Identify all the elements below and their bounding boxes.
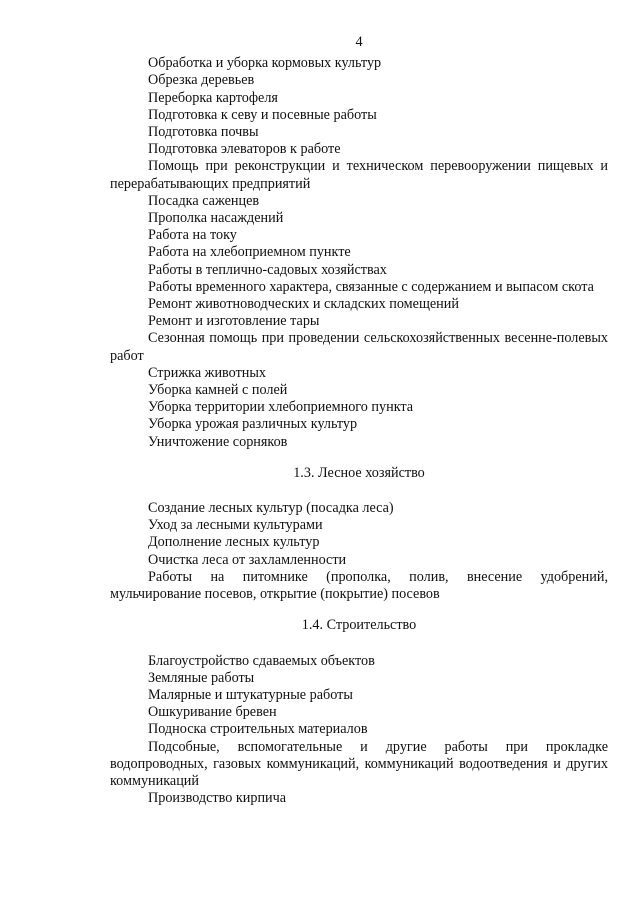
list-item: Уборка урожая различных культур [148, 416, 358, 433]
list-item: Очистка леса от захламленности [148, 551, 347, 568]
list-item: Работы на питомнике (прополка, полив, внесение удобрений, мульчирование посевов, открытие (покрытие) посевов [110, 568, 608, 603]
list-item: Обработка и уборка кормовых культур [148, 55, 382, 72]
list-item: Производство кирпича [148, 790, 287, 807]
list-item: Работы в теплично-садовых хозяйствах [148, 261, 387, 278]
list-item: Ошкуривание бревен [148, 704, 277, 721]
list-item: Уничтожение сорняков [148, 433, 288, 450]
list-item: Работа на хлебоприемном пункте [148, 244, 351, 261]
list-item: Малярные и штукатурные работы [148, 686, 353, 703]
list-item: Обрезка деревьев [148, 72, 255, 89]
forestry-list [110, 500, 608, 603]
list-item: Ремонт животноводческих и складских помещений [148, 296, 459, 313]
list-item: Подготовка элеваторов к работе [148, 141, 341, 158]
list-item: Прополка насаждений [148, 210, 284, 227]
section-heading-construction: 1.4. Строительство [301, 617, 417, 634]
list-item: Помощь при реконструкции и техническом перевооружении пищевых и перерабатывающих предприятий [110, 158, 608, 192]
list-item: Подготовка к севу и посевные работы [148, 106, 377, 123]
list-item: Подсобные, вспомогательные и другие работы при прокладке водопроводных, газовых коммуникаций, коммуникаций водоотведения и других коммуникаций [110, 738, 608, 789]
list-item: Переборка картофеля [148, 89, 278, 106]
list-item: Уборка камней с полей [148, 382, 288, 399]
agriculture-list [110, 55, 608, 451]
list-item: Стрижка животных [148, 364, 266, 381]
list-item: Земляные работы [148, 669, 255, 686]
page-number: 4 [355, 34, 363, 50]
list-item: Дополнение лесных культур [148, 534, 320, 551]
list-item: Подноска строительных материалов [148, 721, 368, 738]
list-item: Посадка саженцев [148, 192, 260, 209]
list-item: Благоустройство сдаваемых объектов [148, 652, 375, 669]
list-item: Ремонт и изготовление тары [148, 313, 320, 330]
list-item: Создание лесных культур (посадка леса) [148, 500, 394, 517]
document-page [110, 34, 608, 807]
list-item: Сезонная помощь при проведении сельскохозяйственных весенне-полевых работ [110, 330, 608, 364]
list-item: Уход за лесными культурами [148, 517, 323, 534]
construction-list [110, 653, 608, 808]
section-heading-forestry: 1.3. Лесное хозяйство [293, 464, 425, 481]
list-item: Уборка территории хлебоприемного пункта [148, 399, 414, 416]
list-item: Подготовка почвы [148, 124, 259, 141]
list-item: Работы временного характера, связанные с содержанием и выпасом скота [148, 278, 594, 295]
list-item: Работа на току [148, 227, 237, 244]
